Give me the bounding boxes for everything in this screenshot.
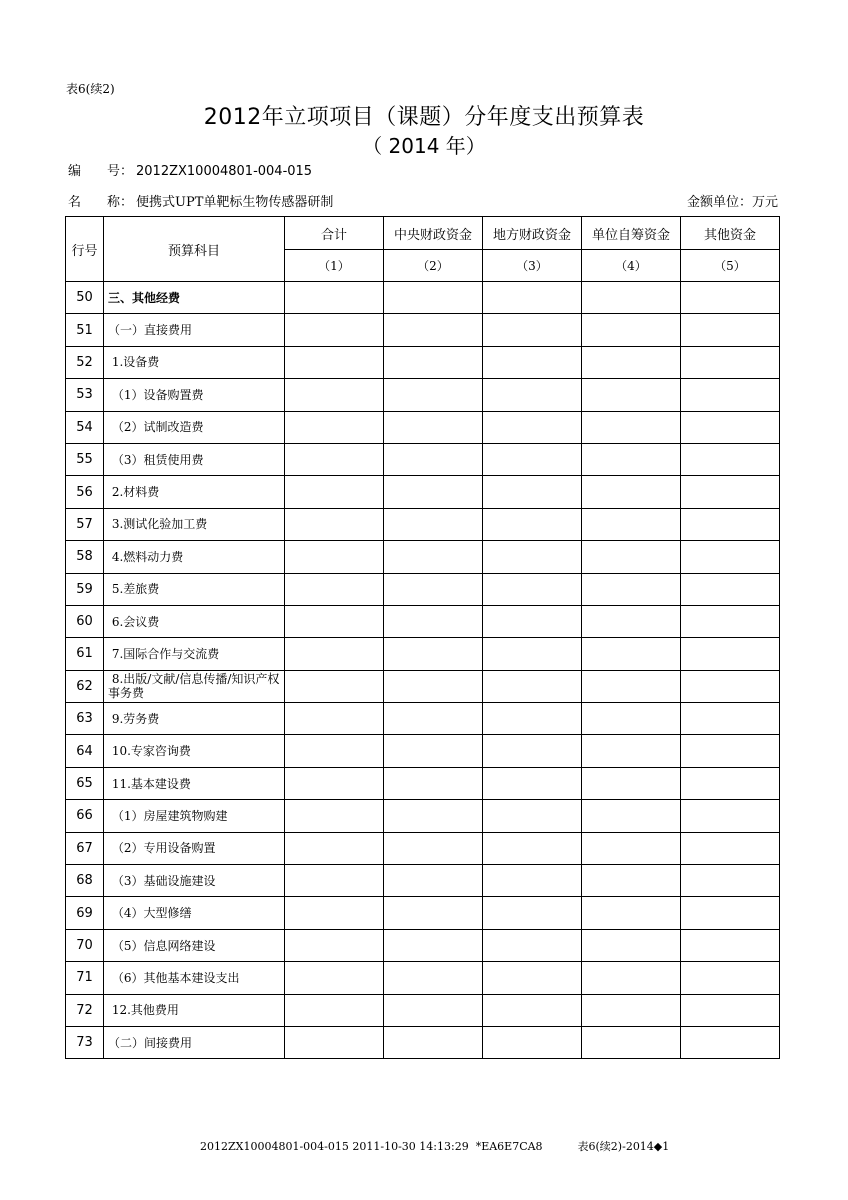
amount-cell <box>483 1026 582 1058</box>
amount-cell <box>285 605 384 637</box>
header-col-total: 合计 <box>285 217 384 250</box>
table-row <box>66 346 780 378</box>
table-row <box>66 443 780 475</box>
amount-cell <box>285 800 384 832</box>
budget-item: （一）直接费用 <box>104 314 285 346</box>
amount-cell <box>483 670 582 702</box>
table-row <box>66 314 780 346</box>
amount-cell <box>681 767 780 799</box>
amount-cell <box>384 638 483 670</box>
amount-cell <box>384 929 483 961</box>
header-col-self: 单位自筹资金 <box>582 217 681 250</box>
table-row <box>66 282 780 314</box>
amount-cell <box>582 443 681 475</box>
table-row <box>66 411 780 443</box>
header-col-central: 中央财政资金 <box>384 217 483 250</box>
row-number: 55 <box>66 443 104 475</box>
amount-cell <box>285 865 384 897</box>
header-col-other: 其他资金 <box>681 217 780 250</box>
amount-cell <box>384 411 483 443</box>
amount-cell <box>681 605 780 637</box>
amount-cell <box>582 346 681 378</box>
amount-cell <box>582 573 681 605</box>
table-row <box>66 573 780 605</box>
amount-cell <box>681 962 780 994</box>
amount-cell <box>483 346 582 378</box>
table-row <box>66 735 780 767</box>
table-body <box>66 282 780 1059</box>
amount-cell <box>285 670 384 702</box>
row-number: 57 <box>66 508 104 540</box>
amount-cell <box>483 508 582 540</box>
amount-cell <box>681 314 780 346</box>
amount-cell <box>582 897 681 929</box>
row-number: 61 <box>66 638 104 670</box>
amount-cell <box>483 282 582 314</box>
amount-cell <box>582 411 681 443</box>
amount-cell <box>285 411 384 443</box>
amount-cell <box>483 605 582 637</box>
row-number: 52 <box>66 346 104 378</box>
amount-cell <box>285 1026 384 1058</box>
amount-cell <box>582 508 681 540</box>
amount-cell <box>285 735 384 767</box>
budget-item: 5.差旅费 <box>104 573 285 605</box>
project-code-label: 编 号： <box>68 164 134 179</box>
amount-cell <box>285 379 384 411</box>
table-row <box>66 638 780 670</box>
page-title: 2012年立项项目（课题）分年度支出预算表 <box>203 105 645 130</box>
amount-cell <box>681 282 780 314</box>
budget-item: （2）专用设备购置 <box>104 832 285 864</box>
table-tag: 表6(续2) <box>66 82 115 96</box>
row-number: 71 <box>66 962 104 994</box>
table-row <box>66 800 780 832</box>
amount-cell <box>384 994 483 1026</box>
amount-cell <box>285 703 384 735</box>
amount-cell <box>681 865 780 897</box>
page-subtitle: （ 2014 年） <box>362 134 486 158</box>
amount-cell <box>582 832 681 864</box>
budget-item: 12.其他费用 <box>104 994 285 1026</box>
table-row <box>66 605 780 637</box>
amount-cell <box>384 832 483 864</box>
amount-cell <box>384 767 483 799</box>
project-code-value: 2012ZX10004801-004-015 <box>136 164 313 179</box>
row-number: 59 <box>66 573 104 605</box>
amount-cell <box>384 1026 483 1058</box>
amount-cell <box>681 508 780 540</box>
amount-cell <box>582 929 681 961</box>
table-row <box>66 670 780 702</box>
amount-cell <box>285 443 384 475</box>
amount-cell <box>681 1026 780 1058</box>
amount-cell <box>681 573 780 605</box>
budget-item: （1）设备购置费 <box>104 379 285 411</box>
row-number: 70 <box>66 929 104 961</box>
row-number: 65 <box>66 767 104 799</box>
amount-cell <box>681 735 780 767</box>
amount-cell <box>285 929 384 961</box>
header-row-no: 行号 <box>66 217 104 282</box>
amount-cell <box>681 832 780 864</box>
header-index-4: （4） <box>582 250 681 282</box>
amount-cell <box>483 994 582 1026</box>
amount-cell <box>681 670 780 702</box>
row-number: 64 <box>66 735 104 767</box>
table-row <box>66 929 780 961</box>
header-index-3: （3） <box>483 250 582 282</box>
header-item: 预算科目 <box>104 217 285 282</box>
amount-cell <box>483 929 582 961</box>
budget-item: 9.劳务费 <box>104 703 285 735</box>
amount-cell <box>681 346 780 378</box>
table-row <box>66 767 780 799</box>
amount-cell <box>384 865 483 897</box>
table-row <box>66 703 780 735</box>
budget-item: （4）大型修缮 <box>104 897 285 929</box>
budget-item: 11.基本建设费 <box>104 767 285 799</box>
amount-cell <box>582 1026 681 1058</box>
budget-item: （二）间接费用 <box>104 1026 285 1058</box>
page-footer: 2012ZX10004801-004-015 2011-10-30 14:13:29 *EA6E7CA8 表6(续2)-2014◆1 <box>200 1140 670 1153</box>
amount-cell <box>285 541 384 573</box>
amount-cell <box>582 476 681 508</box>
row-number: 66 <box>66 800 104 832</box>
amount-cell <box>582 282 681 314</box>
amount-unit: 金额单位：万元 <box>686 195 778 210</box>
amount-cell <box>483 767 582 799</box>
amount-cell <box>384 897 483 929</box>
amount-cell <box>384 508 483 540</box>
amount-cell <box>582 605 681 637</box>
budget-item: 三、其他经费 <box>104 282 285 314</box>
amount-cell <box>483 379 582 411</box>
amount-cell <box>285 573 384 605</box>
budget-item: 7.国际合作与交流费 <box>104 638 285 670</box>
amount-cell <box>681 379 780 411</box>
budget-item: （2）试制改造费 <box>104 411 285 443</box>
budget-item: 2.材料费 <box>104 476 285 508</box>
header-index-2: （2） <box>384 250 483 282</box>
row-number: 63 <box>66 703 104 735</box>
row-number: 73 <box>66 1026 104 1058</box>
header-index-5: （5） <box>681 250 780 282</box>
budget-item: 4.燃料动力费 <box>104 541 285 573</box>
budget-item: （1）房屋建筑物购建 <box>104 800 285 832</box>
row-number: 51 <box>66 314 104 346</box>
amount-cell <box>285 476 384 508</box>
amount-cell <box>285 346 384 378</box>
table-row <box>66 379 780 411</box>
amount-cell <box>582 379 681 411</box>
table-row <box>66 962 780 994</box>
amount-cell <box>384 282 483 314</box>
table-header <box>66 217 780 282</box>
amount-cell <box>582 703 681 735</box>
table-row <box>66 897 780 929</box>
amount-cell <box>384 605 483 637</box>
amount-cell <box>681 443 780 475</box>
project-name-line <box>68 191 333 210</box>
amount-cell <box>582 735 681 767</box>
amount-cell <box>483 800 582 832</box>
amount-cell <box>681 929 780 961</box>
amount-cell <box>384 573 483 605</box>
budget-table <box>65 216 780 1059</box>
amount-cell <box>483 638 582 670</box>
amount-cell <box>384 800 483 832</box>
amount-cell <box>483 541 582 573</box>
amount-cell <box>285 508 384 540</box>
table-row <box>66 832 780 864</box>
amount-cell <box>681 994 780 1026</box>
amount-cell <box>681 703 780 735</box>
amount-cell <box>483 735 582 767</box>
row-number: 60 <box>66 605 104 637</box>
row-number: 54 <box>66 411 104 443</box>
amount-cell <box>384 670 483 702</box>
budget-item: 6.会议费 <box>104 605 285 637</box>
table-row <box>66 541 780 573</box>
amount-cell <box>582 314 681 346</box>
amount-cell <box>483 411 582 443</box>
amount-cell <box>483 476 582 508</box>
amount-cell <box>285 638 384 670</box>
budget-item: 8.出版/文献/信息传播/知识产权事务费 <box>104 670 285 702</box>
amount-cell <box>582 541 681 573</box>
amount-cell <box>483 962 582 994</box>
amount-cell <box>285 962 384 994</box>
budget-item: （5）信息网络建设 <box>104 929 285 961</box>
row-number: 58 <box>66 541 104 573</box>
amount-cell <box>384 314 483 346</box>
amount-cell <box>384 541 483 573</box>
table-row <box>66 476 780 508</box>
budget-item: 3.测试化验加工费 <box>104 508 285 540</box>
table-row <box>66 508 780 540</box>
header-col-local: 地方财政资金 <box>483 217 582 250</box>
row-number: 56 <box>66 476 104 508</box>
amount-cell <box>384 379 483 411</box>
row-number: 69 <box>66 897 104 929</box>
amount-cell <box>582 670 681 702</box>
amount-cell <box>681 411 780 443</box>
amount-cell <box>582 800 681 832</box>
amount-cell <box>483 443 582 475</box>
amount-cell <box>384 346 483 378</box>
project-name-label: 名 称： <box>68 195 134 210</box>
amount-cell <box>285 832 384 864</box>
amount-cell <box>681 638 780 670</box>
budget-item: 1.设备费 <box>104 346 285 378</box>
amount-cell <box>582 962 681 994</box>
amount-cell <box>384 735 483 767</box>
row-number: 68 <box>66 865 104 897</box>
row-number: 72 <box>66 994 104 1026</box>
amount-cell <box>384 962 483 994</box>
project-name-value: 便携式UPT单靶标生物传感器研制 <box>136 195 334 210</box>
amount-cell <box>483 897 582 929</box>
amount-cell <box>483 314 582 346</box>
amount-cell <box>483 573 582 605</box>
table-row <box>66 1026 780 1058</box>
table-row <box>66 865 780 897</box>
budget-item: 10.专家咨询费 <box>104 735 285 767</box>
budget-item: （3）租赁使用费 <box>104 443 285 475</box>
amount-cell <box>582 994 681 1026</box>
amount-cell <box>681 800 780 832</box>
budget-item: （6）其他基本建设支出 <box>104 962 285 994</box>
amount-cell <box>384 443 483 475</box>
amount-cell <box>285 282 384 314</box>
amount-cell <box>384 703 483 735</box>
amount-cell <box>681 897 780 929</box>
amount-cell <box>681 476 780 508</box>
amount-cell <box>582 767 681 799</box>
amount-cell <box>681 541 780 573</box>
budget-item: （3）基础设施建设 <box>104 865 285 897</box>
amount-cell <box>582 638 681 670</box>
table-row <box>66 994 780 1026</box>
amount-cell <box>285 314 384 346</box>
amount-cell <box>483 703 582 735</box>
amount-cell <box>582 865 681 897</box>
amount-cell <box>483 832 582 864</box>
header-index-1: （1） <box>285 250 384 282</box>
amount-cell <box>285 897 384 929</box>
row-number: 62 <box>66 670 104 702</box>
row-number: 50 <box>66 282 104 314</box>
amount-cell <box>285 767 384 799</box>
amount-cell <box>483 865 582 897</box>
project-code-line <box>68 160 312 179</box>
amount-cell <box>285 994 384 1026</box>
row-number: 53 <box>66 379 104 411</box>
row-number: 67 <box>66 832 104 864</box>
amount-cell <box>384 476 483 508</box>
